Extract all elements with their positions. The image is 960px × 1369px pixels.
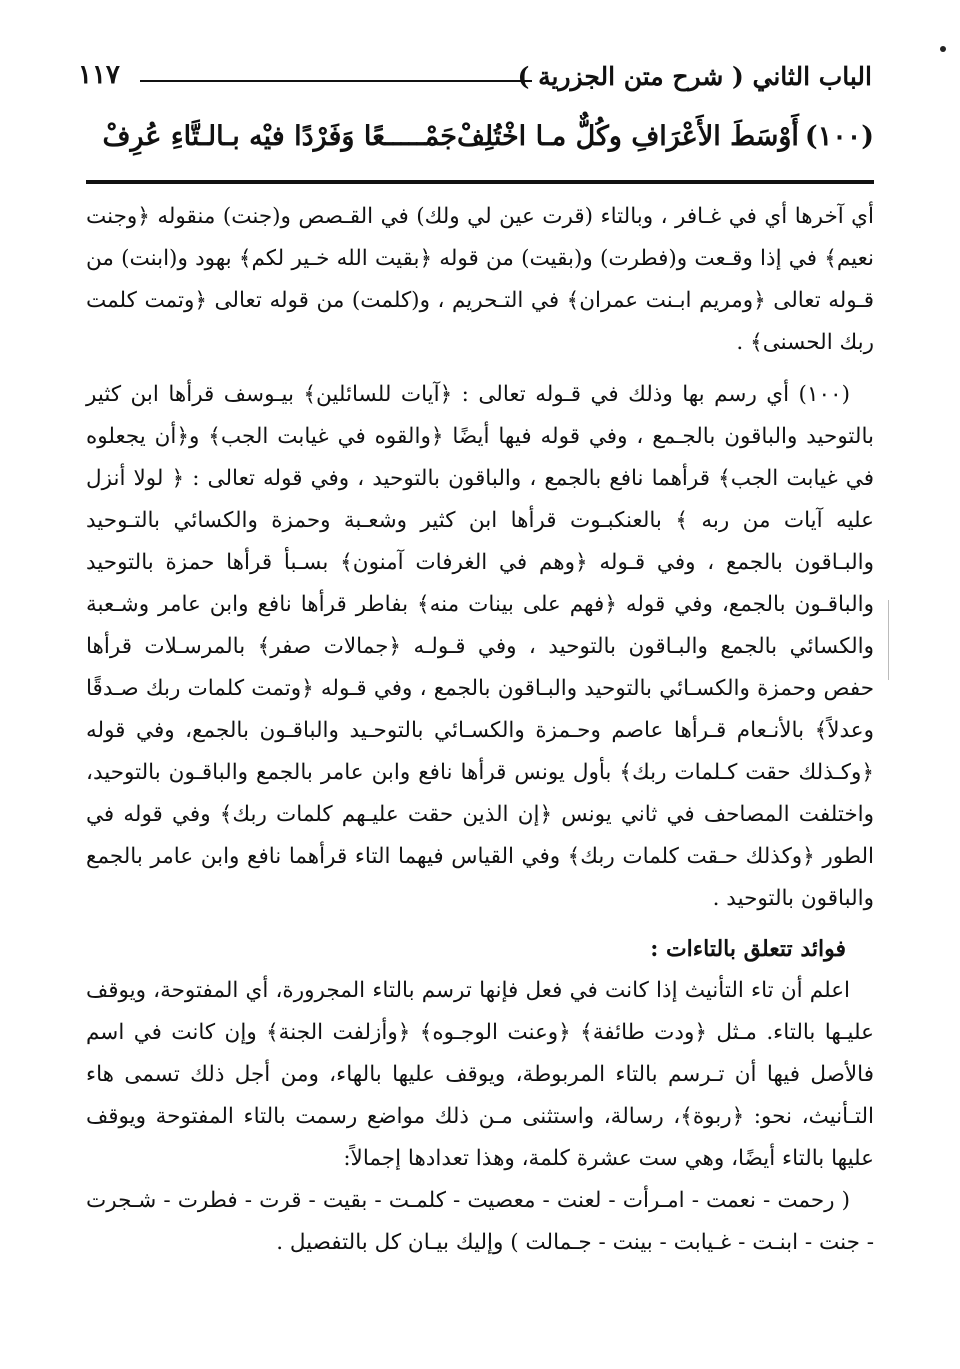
paragraph-1: أي آخرها أي في غـافر ، وبالتاء (قرت عين لي ولك) في القـصص و(جنت) منقوله ﴿وجنت نعيم﴾ في إذا وقـعت و(فطرت) و(بقيت) من قوله ﴿بقيت الله خـير لكم﴾ بهود و(ابنت) من قـوله تعالى ﴿ومريم ابـنت عمران﴾ في التـحريم ، و(كلمت) من قوله تعالى ﴿وتمت كلمت ربك الحسنى﴾ . xyxy=(86,204,874,355)
header-rule xyxy=(140,80,532,82)
running-header xyxy=(78,58,872,100)
verse-first-hemistich xyxy=(457,121,874,152)
verse-first-hemistich-text: أَوْسَطَ الأَعْرَافِ وكُلٌّ مـا اخْتُلِفْ xyxy=(456,120,799,152)
section-heading: فوائد تتعلق بالتاءات : xyxy=(650,936,846,962)
paragraph-2: (١٠٠) أي رسم بها وذلك في قـوله تعالى : ﴿آيات للسائلين﴾ بيـوسف قرأها ابن كثير بالتوحيد والباقون بالجـمع ، وفي قوله فيها أيضًا ﴿والقوه في غيابت الجب﴾ و﴿أن يجعلوه في غيابت الجب﴾ قرأهما نافع بالجمع ، والباقون بالتوحيد ، وفي قوله تعالى : ﴿ لولا أنزل عليه آيات من ربه ﴾ بالعنكبـوت قرأها ابن كثير وشعـبة وحمزة والكسائي بالتـوحيد والبـاقون بالجمع ، وفي قـوله ﴿وهم في الغرفات آمنون﴾ بسـبأ قرأها حمزة بالتوحيد والباقـون بالجمع، وفي قوله ﴿فهم على بينات منه﴾ بفاطر قرأها نافع وابن عامر وشـعبة والكسائي بالجمع والبـاقون بالتوحيد ، وفي قـولـه ﴿جمالات صفر﴾ بالمرسـلات قرأها حفص وحمزة والكسـائي بالتوحيد والبـاقون بالجمع ، وفي قـوله ﴿وتمت كلمات ربك صـدقًا وعدلاً﴾ بالأنـعام قـرأها عاصم وحـمزة والكسـائي بالتوحـيد والباقـون بالجمع، وفي قوله ﴿وكـذلك حقت كـلمات ربك﴾ بأول يونس قرأها نافع وابن عامر بالجمع والباقـون بالتوحيد، واختلفت المصاحف في ثاني يونس ﴿إن الذين حقت عليـهم كلمات ربك﴾ وفي قوله في الطور ﴿وكذلك حـقت كلمات ربك﴾ وفي القياس فيهما التاء قرأهما نافع وابن عامر بالجمع والباقون بالتوحيد . xyxy=(86,382,874,911)
body-text xyxy=(86,196,874,1264)
page-number: ١١٧ xyxy=(78,60,120,90)
paragraph-4: ( رحمت - نعمت - امـرأت - لعنت - معصيت - كلمـت - بقيت - قرت - فطرت - شـجرت - جنت - ابنـت - غـيابت - بينت - جـمالت ) وإليك بيـان كل بالتفصيل . xyxy=(86,1188,874,1255)
paragraph-3: اعلم أن تاء التأنيث إذا كانت في فعل فإنها ترسم بالتاء المجرورة، أي المفتوحة، ويوقف عليـها بالتاء. مـثل ﴿ودت طائفة﴾ ﴿وعنت الوجـوه﴾ ﴿وأزلفت الجنة﴾ وإن كانت في اسم فالأصل فيها أن تـرسم بالتاء المربوطة، ويوقف عليها بالهاء، ومن أجل ذلك تسمى هاء التـأنيث، نحو: ﴿ربوة﴾، رسالة، واستثنى مـن ذلك مواضع رسمت بالتاء المفتوحة ويوقف عليها بالتاء أيضًا، وهي ست عشرة كلمة، وهذا تعدادها إجمالاً: xyxy=(86,978,874,1171)
margin-scan-line xyxy=(888,600,889,680)
verse-divider xyxy=(86,180,874,184)
verse-line xyxy=(102,112,874,160)
verse-number: (١٠٠) xyxy=(804,120,874,152)
header-title: الباب الثاني ( شرح متن الجزرية ) xyxy=(517,62,872,91)
margin-dot-mark xyxy=(940,46,946,52)
verse-second-hemistich: جَمْـــــعًا وَفَرْدًا فيْه بـالـتَّاءِ عُرِفْ xyxy=(102,120,457,152)
